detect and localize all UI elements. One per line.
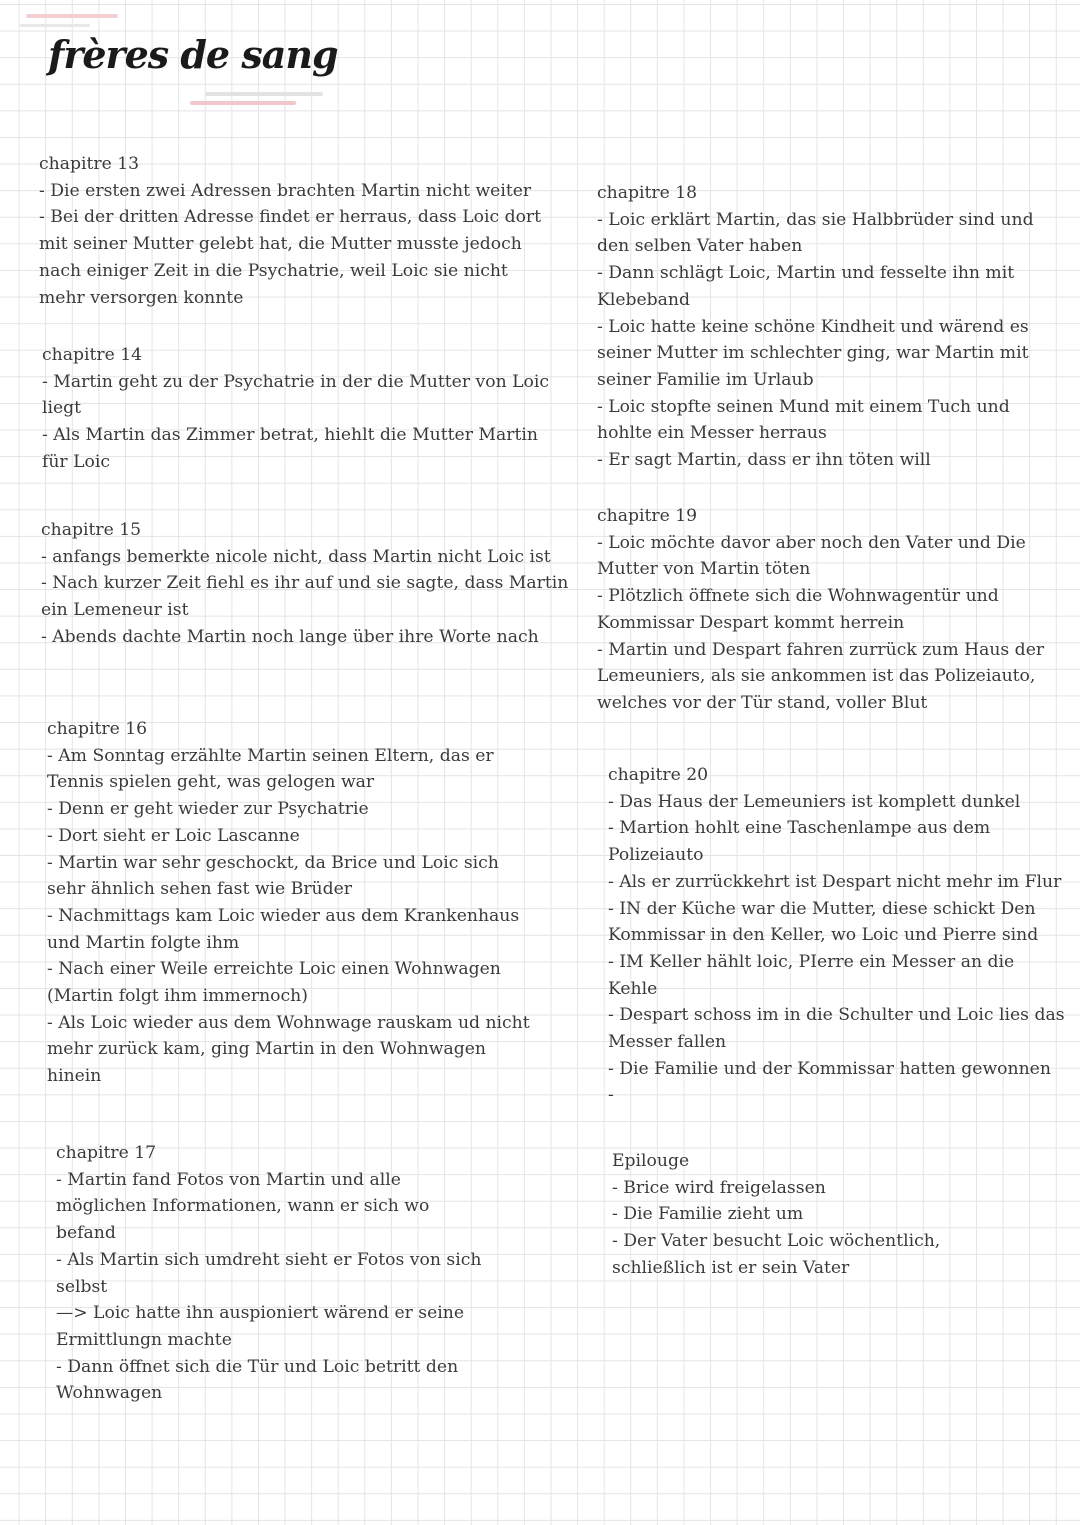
text-line: Kommissar Despart kommt herrein [597, 612, 905, 633]
text-line: - Plötzlich öffnete sich die Wohnwagentür und [597, 586, 999, 607]
section-heading: chapitre 14 [42, 345, 143, 365]
text-line: - Loic stopfte seinen Mund mit einem Tuch und [597, 396, 1010, 417]
text-line: seiner Mutter im schlechter ging, war Martin mit [597, 343, 1029, 364]
text-line: - Am Sonntag erzählte Martin seinen Eltern, das er [47, 745, 494, 766]
text-line: hinein [47, 1066, 102, 1087]
text-line: Mutter von Martin töten [597, 559, 811, 580]
section-chapitre-15 [41, 517, 568, 651]
text-line: selbst [56, 1276, 108, 1297]
text-line: welches vor der Tür stand, voller Blut [597, 692, 928, 713]
text-line: - Er sagt Martin, dass er ihn töten will [597, 450, 931, 471]
section-chapitre-14 [42, 342, 549, 476]
text-line: mehr versorgen konnte [39, 287, 244, 308]
text-line: für Loic [42, 451, 110, 472]
text-line: - Dann öffnet sich die Tür und Loic betritt den [56, 1356, 459, 1377]
text-line: - Martin und Despart fahren zurrück zum Haus der [597, 639, 1045, 660]
section-heading: chapitre 15 [41, 520, 142, 540]
section-chapitre-19 [597, 503, 1044, 717]
title-underline-pink [190, 101, 296, 105]
text-line: - Brice wird freigelassen [612, 1177, 826, 1198]
text-line: möglichen Informationen, wann er sich wo [56, 1196, 430, 1217]
text-line: - IM Keller hählt loic, PIerre ein Messer an die [608, 951, 1015, 972]
section-heading: chapitre 16 [47, 719, 148, 739]
section-chapitre-20 [608, 762, 1065, 1109]
section-lines [597, 530, 1044, 717]
text-line: (Martin folgt ihm immernoch) [47, 986, 308, 1007]
text-line: hohlte ein Messer herraus [597, 423, 827, 444]
text-line: - anfangs bemerkte nicole nicht, dass Martin nicht Loic ist [41, 546, 551, 567]
text-line: und Martin folgte ihm [47, 932, 240, 953]
text-line: - Die Familie zieht um [612, 1204, 804, 1225]
text-line: - Martin geht zu der Psychatrie in der die Mutter von Loic [42, 371, 549, 392]
section-lines [56, 1167, 481, 1407]
text-line: - Bei der dritten Adresse findet er herraus, dass Loic dort [39, 207, 542, 228]
text-line: ein Lemeneur ist [41, 600, 189, 621]
text-line: sehr ähnlich sehen fast wie Brüder [47, 879, 352, 900]
section-chapitre-16 [47, 716, 530, 1090]
text-line: - Als er zurrückkehrt ist Despart nicht mehr im Flur [608, 871, 1062, 892]
section-heading: chapitre 17 [56, 1143, 157, 1163]
text-line: seiner Familie im Urlaub [597, 369, 814, 390]
text-line: - Loic möchte davor aber noch den Vater und Die [597, 532, 1026, 553]
section-epilogue [612, 1148, 940, 1282]
text-line: - Abends dachte Martin noch lange über ihre Worte nach [41, 626, 539, 647]
text-line: liegt [42, 398, 82, 419]
text-line: - Martion hohlt eine Taschenlampe aus dem [608, 818, 991, 839]
text-line: - Nach einer Weile erreichte Loic einen Wohnwagen [47, 959, 501, 980]
text-line: Wohnwagen [56, 1383, 163, 1404]
section-heading: Epilouge [612, 1151, 690, 1171]
text-line: - Nachmittags kam Loic wieder aus dem Krankenhaus [47, 905, 520, 926]
text-line: - Dort sieht er Loic Lascanne [47, 825, 300, 846]
section-chapitre-17 [56, 1140, 481, 1407]
section-lines [41, 544, 568, 651]
title-highlight-top [26, 14, 118, 18]
text-line: schließlich ist er sein Vater [612, 1257, 850, 1278]
text-line: - Despart schoss im in die Schulter und Loic lies das [608, 1005, 1065, 1026]
text-line: den selben Vater haben [597, 236, 803, 257]
title-underline-grey [205, 92, 323, 96]
text-line: nach einiger Zeit in die Psychatrie, weil Loic sie nicht [39, 260, 508, 281]
text-line: - Martin war sehr geschockt, da Brice und Loic sich [47, 852, 499, 873]
text-line: - [608, 1085, 614, 1106]
text-line: Lemeuniers, als sie ankommen ist das Polizeiauto, [597, 666, 1036, 687]
text-line: - IN der Küche war die Mutter, diese schickt Den [608, 898, 1036, 919]
text-line: mit seiner Mutter gelebt hat, die Mutter musste jedoch [39, 234, 522, 255]
text-line: Kehle [608, 978, 658, 999]
title-highlight-top-grey [20, 24, 90, 27]
section-heading: chapitre 19 [597, 506, 698, 526]
section-lines [612, 1175, 940, 1282]
section-lines [42, 369, 549, 476]
section-heading: chapitre 13 [39, 154, 140, 174]
section-heading: chapitre 18 [597, 183, 698, 203]
text-line: - Als Loic wieder aus dem Wohnwage rauskam ud nicht [47, 1012, 530, 1033]
text-line: - Der Vater besucht Loic wöchentlich, [612, 1231, 941, 1252]
text-line: Messer fallen [608, 1032, 727, 1053]
section-heading: chapitre 20 [608, 765, 709, 785]
text-line: - Die ersten zwei Adressen brachten Martin nicht weiter [39, 180, 532, 201]
text-line: - Loic erklärt Martin, das sie Halbbrüder sind und [597, 209, 1034, 230]
text-line: - Denn er geht wieder zur Psychatrie [47, 799, 369, 820]
text-line: - Das Haus der Lemeuniers ist komplett dunkel [608, 791, 1021, 812]
section-lines [47, 743, 530, 1090]
page-title: frères de sang [48, 32, 338, 77]
text-line: Kommissar in den Keller, wo Loic und Pierre sind [608, 925, 1039, 946]
text-line: - Als Martin sich umdreht sieht er Fotos von sich [56, 1249, 482, 1270]
section-chapitre-13 [39, 151, 541, 311]
text-line: Polizeiauto [608, 845, 704, 866]
text-line: - Loic hatte keine schöne Kindheit und wärend es [597, 316, 1029, 337]
section-lines [39, 178, 541, 312]
text-line: Tennis spielen geht, was gelogen war [47, 772, 375, 793]
text-line: - Dann schlägt Loic, Martin und fesselte ihn mit [597, 263, 1015, 284]
section-lines [597, 207, 1034, 474]
section-chapitre-18 [597, 180, 1034, 474]
text-line: - Als Martin das Zimmer betrat, hiehlt die Mutter Martin [42, 425, 538, 446]
text-line: - Martin fand Fotos von Martin und alle [56, 1169, 401, 1190]
text-line: - Nach kurzer Zeit fiehl es ihr auf und sie sagte, dass Martin [41, 573, 569, 594]
text-line: —> Loic hatte ihn auspioniert wärend er seine [56, 1303, 465, 1324]
text-line: Klebeband [597, 289, 691, 310]
text-line: Ermittlungn machte [56, 1329, 232, 1350]
text-line: befand [56, 1223, 116, 1244]
text-line: mehr zurück kam, ging Martin in den Wohnwagen [47, 1039, 486, 1060]
text-line: - Die Familie und der Kommissar hatten gewonnen [608, 1058, 1051, 1079]
section-lines [608, 789, 1065, 1109]
